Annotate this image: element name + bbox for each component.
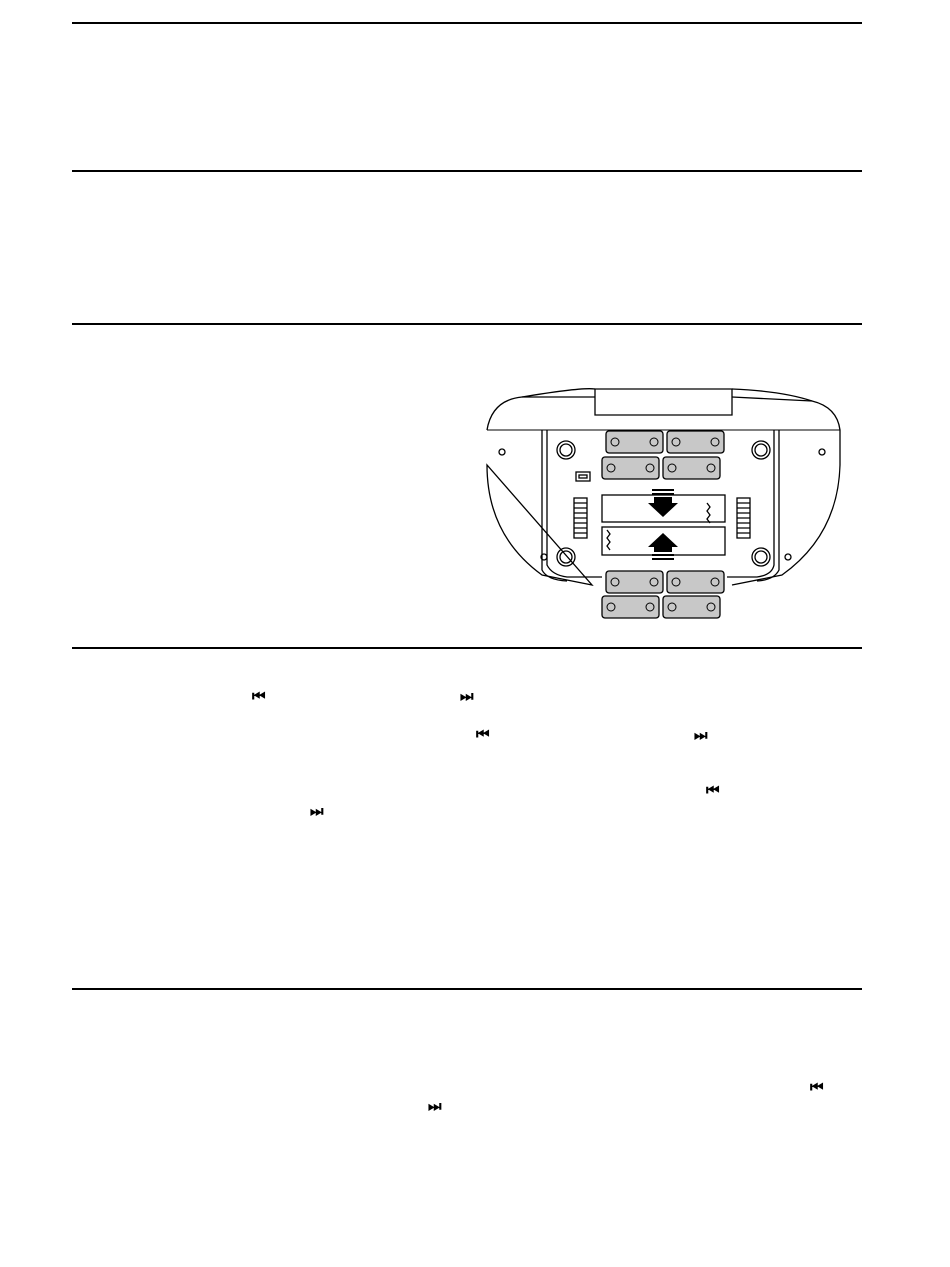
skip-back-icon: ⏮ (476, 725, 487, 743)
section-rule (72, 22, 862, 24)
skip-forward-icon: ⏭ (428, 1097, 439, 1115)
battery-compartment-illustration (482, 385, 842, 630)
section-rule (72, 323, 862, 325)
skip-back-icon: ⏮ (706, 781, 717, 799)
skip-forward-icon: ⏭ (694, 726, 705, 744)
skip-back-icon: ⏮ (252, 687, 263, 705)
section-rule (72, 170, 862, 172)
skip-back-icon: ⏮ (810, 1078, 821, 1096)
skip-forward-icon: ⏭ (460, 687, 471, 705)
skip-forward-icon: ⏭ (310, 802, 321, 820)
section-rule (72, 647, 862, 649)
section-rule (72, 988, 862, 990)
